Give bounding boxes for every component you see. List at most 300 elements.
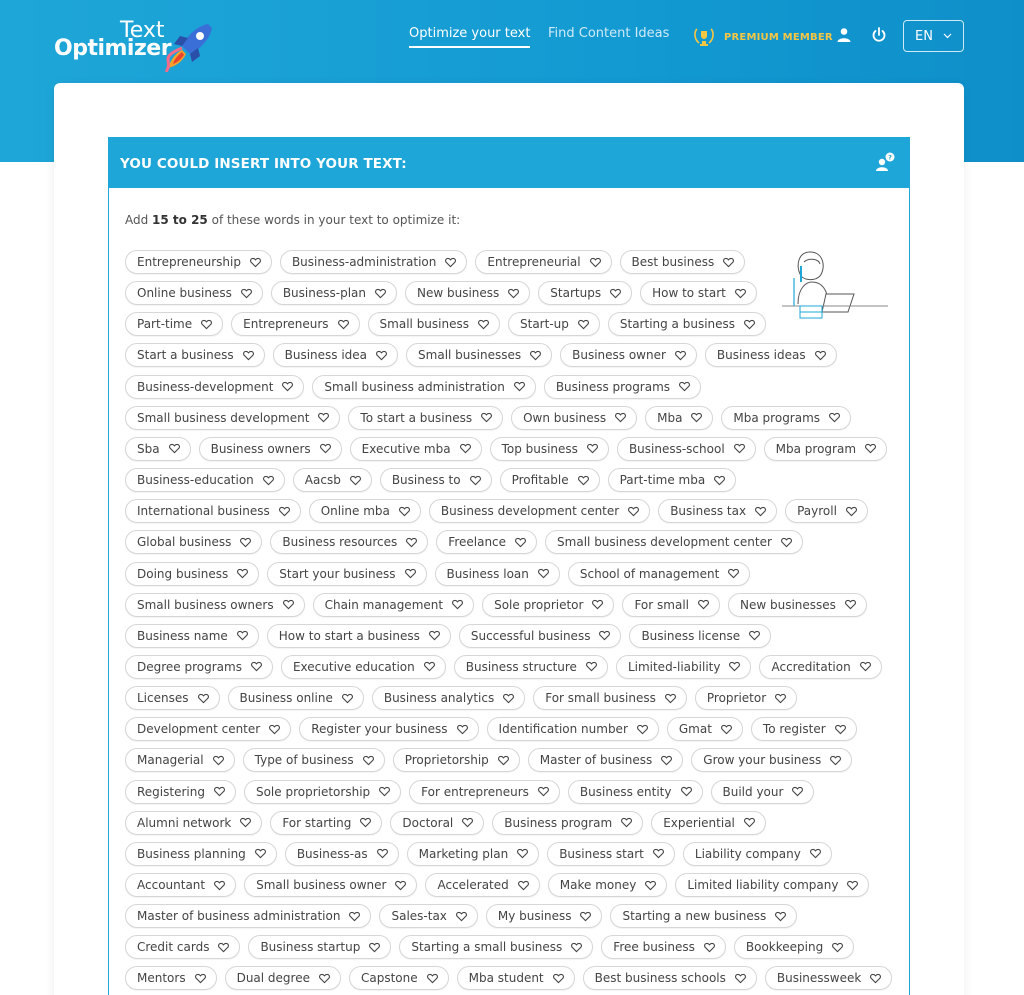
- keyword-tag[interactable]: [683, 842, 832, 866]
- keyword-tag[interactable]: [267, 562, 426, 586]
- heart-icon[interactable]: [599, 630, 610, 641]
- keyword-tag[interactable]: [601, 935, 726, 959]
- keyword-tag[interactable]: [695, 686, 797, 710]
- keyword-tag-label: Accreditation: [771, 659, 851, 674]
- keyword-tag-label: Bookkeeping: [745, 940, 824, 955]
- heart-icon[interactable]: [481, 412, 492, 423]
- keyword-tag[interactable]: [620, 250, 746, 274]
- keyword-tag[interactable]: [243, 748, 385, 772]
- heart-icon[interactable]: [282, 381, 293, 392]
- heart-icon[interactable]: [592, 599, 603, 610]
- keyword-tag-label: Master of business: [539, 753, 653, 768]
- keyword-tag[interactable]: [125, 499, 301, 523]
- keyword-tag-label: Mba: [657, 410, 683, 425]
- premium-member-badge[interactable]: [692, 26, 833, 48]
- heart-icon[interactable]: [830, 755, 841, 766]
- keyword-tag[interactable]: [759, 655, 881, 679]
- keyword-tag-label: Licenses: [137, 691, 189, 706]
- keyword-tag-label: Part-time mba: [619, 473, 706, 488]
- keyword-tag[interactable]: [293, 468, 372, 492]
- heart-icon[interactable]: [587, 443, 598, 454]
- keyword-tag[interactable]: [372, 686, 525, 710]
- heart-icon[interactable]: [342, 693, 353, 704]
- keyword-tag[interactable]: [500, 468, 600, 492]
- keyword-tag[interactable]: [125, 312, 223, 336]
- keyword-tag-label: Small business administration: [324, 379, 505, 394]
- heart-icon[interactable]: [218, 942, 229, 953]
- keyword-tag-label: Marketing plan: [418, 846, 509, 861]
- keyword-tag[interactable]: [380, 468, 492, 492]
- heart-icon[interactable]: [653, 848, 664, 859]
- heart-icon[interactable]: [320, 443, 331, 454]
- heart-icon[interactable]: [665, 693, 676, 704]
- keyword-tag-label: For small business: [545, 691, 656, 706]
- keyword-tag[interactable]: [125, 281, 263, 305]
- heart-icon[interactable]: [675, 350, 686, 361]
- keyword-tag[interactable]: [125, 686, 220, 710]
- keyword-tag-label: Best business schools: [594, 971, 726, 986]
- keyword-tag[interactable]: [538, 281, 632, 305]
- keyword-tag[interactable]: [508, 312, 600, 336]
- heart-icon[interactable]: [530, 350, 541, 361]
- keyword-tag-label: Doing business: [137, 566, 229, 581]
- tag-row: [125, 343, 837, 367]
- keyword-tag-label: Credit cards: [137, 940, 210, 955]
- heart-icon[interactable]: [406, 537, 417, 548]
- keyword-tag[interactable]: [764, 437, 887, 461]
- keyword-tag[interactable]: [225, 966, 341, 990]
- keyword-tag[interactable]: [459, 624, 622, 648]
- heart-icon[interactable]: [518, 880, 529, 891]
- logo-text-line1: Text: [120, 18, 165, 43]
- tag-row: [125, 966, 892, 990]
- heart-icon[interactable]: [860, 661, 871, 672]
- keyword-tag-label: Starting a small business: [411, 940, 563, 955]
- keyword-tag[interactable]: [270, 811, 382, 835]
- keyword-tag[interactable]: [125, 530, 262, 554]
- keyword-tag-label: Mentors: [137, 971, 186, 986]
- heart-icon[interactable]: [470, 475, 481, 486]
- keyword-tag[interactable]: [125, 406, 340, 430]
- keyword-tag[interactable]: [728, 593, 867, 617]
- heart-icon[interactable]: [637, 724, 648, 735]
- keyword-tag-label: Business programs: [555, 379, 671, 394]
- keyword-tag-label: Free business: [613, 940, 695, 955]
- keyword-tag[interactable]: [125, 811, 262, 835]
- keyword-tag[interactable]: [486, 904, 603, 928]
- keyword-tag[interactable]: [608, 468, 737, 492]
- keyword-tag[interactable]: [711, 780, 815, 804]
- keyword-tag-label: Entrepreneurship: [137, 255, 241, 269]
- heart-icon[interactable]: [578, 319, 589, 330]
- keyword-tag[interactable]: [199, 437, 342, 461]
- heart-icon[interactable]: [198, 693, 209, 704]
- keyword-tag[interactable]: [511, 406, 637, 430]
- heart-icon[interactable]: [195, 973, 206, 984]
- trophy-icon: [692, 26, 716, 48]
- user-help-icon[interactable]: [874, 151, 896, 173]
- keyword-tag[interactable]: [312, 375, 535, 399]
- heart-icon[interactable]: [508, 288, 519, 299]
- heart-icon[interactable]: [832, 942, 843, 953]
- keyword-tag[interactable]: [125, 904, 371, 928]
- keyword-tag[interactable]: [734, 935, 854, 959]
- keyword-tag[interactable]: [640, 281, 757, 305]
- keyword-tag[interactable]: [608, 312, 766, 336]
- heart-icon[interactable]: [514, 381, 525, 392]
- heart-icon[interactable]: [645, 880, 656, 891]
- keyword-tag-label: Businessweek: [776, 971, 862, 986]
- keyword-tag[interactable]: [125, 468, 285, 492]
- heart-icon[interactable]: [369, 942, 380, 953]
- heart-icon[interactable]: [429, 630, 440, 641]
- keyword-tag-label: Alumni network: [137, 815, 232, 830]
- heart-icon[interactable]: [349, 911, 360, 922]
- keyword-tag-label: To start a business: [360, 410, 473, 425]
- heart-icon[interactable]: [350, 475, 361, 486]
- chevron-down-icon: [943, 33, 952, 39]
- keyword-tag[interactable]: [350, 437, 482, 461]
- heart-icon[interactable]: [691, 412, 702, 423]
- keyword-tag[interactable]: [629, 624, 771, 648]
- keyword-tag[interactable]: [547, 842, 675, 866]
- heart-icon[interactable]: [237, 568, 248, 579]
- keyword-tag-label: Business-plan: [282, 286, 366, 301]
- keyword-tag[interactable]: [125, 624, 259, 648]
- heart-icon[interactable]: [427, 973, 438, 984]
- heart-icon[interactable]: [363, 755, 374, 766]
- heart-icon[interactable]: [445, 257, 456, 268]
- heart-icon[interactable]: [360, 817, 371, 828]
- keyword-tag-label: Development center: [137, 722, 261, 737]
- keyword-tag[interactable]: [705, 343, 837, 367]
- heart-icon[interactable]: [847, 880, 858, 891]
- keyword-tag-label: Small business: [379, 317, 469, 332]
- keyword-tag[interactable]: [271, 281, 397, 305]
- keyword-tag[interactable]: [244, 780, 401, 804]
- keyword-tag[interactable]: [691, 748, 852, 772]
- heart-icon[interactable]: [240, 537, 251, 548]
- keyword-tag[interactable]: [482, 593, 614, 617]
- keyword-tag-label: Profitable: [511, 473, 569, 488]
- heart-icon[interactable]: [515, 537, 526, 548]
- keyword-tag[interactable]: [454, 655, 608, 679]
- keyword-tag[interactable]: [658, 499, 777, 523]
- keyword-tag[interactable]: [560, 343, 697, 367]
- heart-icon[interactable]: [865, 443, 876, 454]
- keyword-tag[interactable]: [457, 966, 575, 990]
- keyword-tag[interactable]: [568, 562, 750, 586]
- heart-icon[interactable]: [661, 755, 672, 766]
- heart-icon[interactable]: [728, 568, 739, 579]
- keyword-tag[interactable]: [393, 748, 520, 772]
- keyword-tag[interactable]: [281, 655, 446, 679]
- keyword-tag[interactable]: [349, 966, 449, 990]
- heart-icon[interactable]: [615, 412, 626, 423]
- heart-icon[interactable]: [744, 817, 755, 828]
- rocket-icon: [164, 20, 216, 72]
- heart-icon[interactable]: [698, 599, 709, 610]
- keyword-tag[interactable]: [125, 655, 273, 679]
- heart-icon[interactable]: [379, 786, 390, 797]
- keyword-tag[interactable]: [309, 499, 421, 523]
- keyword-tag-label: Accelerated: [437, 878, 509, 892]
- keyword-tag[interactable]: [785, 499, 868, 523]
- heart-icon[interactable]: [735, 973, 746, 984]
- heart-icon[interactable]: [810, 848, 821, 859]
- language-select[interactable]: [903, 20, 964, 52]
- heart-icon[interactable]: [681, 786, 692, 797]
- keyword-tag[interactable]: [125, 437, 191, 461]
- keyword-tag-label: To register: [762, 722, 826, 737]
- keyword-tag[interactable]: [379, 904, 477, 928]
- keyword-tag[interactable]: [267, 624, 451, 648]
- heart-icon[interactable]: [318, 412, 329, 423]
- heart-icon[interactable]: [815, 350, 826, 361]
- keyword-tag[interactable]: [616, 655, 752, 679]
- heart-icon[interactable]: [586, 661, 597, 672]
- keyword-tag[interactable]: [475, 250, 611, 274]
- heart-icon[interactable]: [251, 661, 262, 672]
- tag-row: [125, 250, 745, 274]
- heart-icon[interactable]: [478, 319, 489, 330]
- keyword-tag[interactable]: [675, 873, 869, 897]
- heart-icon[interactable]: [243, 350, 254, 361]
- heart-icon[interactable]: [749, 630, 760, 641]
- heart-icon[interactable]: [744, 319, 755, 330]
- keyword-tag[interactable]: [425, 873, 539, 897]
- heart-icon[interactable]: [714, 475, 725, 486]
- keyword-tag[interactable]: [280, 250, 467, 274]
- keyword-tag[interactable]: [436, 530, 537, 554]
- heart-icon[interactable]: [399, 506, 410, 517]
- keyword-tag[interactable]: [125, 250, 272, 274]
- keyword-tag[interactable]: [610, 904, 797, 928]
- keyword-tag[interactable]: [125, 966, 217, 990]
- keyword-tag[interactable]: [492, 811, 643, 835]
- keyword-tag[interactable]: [528, 748, 683, 772]
- tag-row: [125, 780, 814, 804]
- heart-icon[interactable]: [213, 755, 224, 766]
- keyword-tag[interactable]: [583, 966, 757, 990]
- keyword-tag-label: Business owner: [572, 348, 666, 363]
- nav-find-content-ideas[interactable]: Find Content Ideas: [548, 26, 670, 41]
- heart-icon[interactable]: [781, 537, 792, 548]
- logo[interactable]: [54, 18, 224, 74]
- heart-icon[interactable]: [214, 786, 225, 797]
- tag-row: [125, 748, 852, 772]
- heart-icon[interactable]: [240, 817, 251, 828]
- heart-icon[interactable]: [377, 848, 388, 859]
- heart-icon[interactable]: [571, 942, 582, 953]
- heart-icon[interactable]: [845, 599, 856, 610]
- keyword-tag[interactable]: [407, 842, 540, 866]
- keyword-tag[interactable]: [390, 811, 484, 835]
- keyword-tag[interactable]: [248, 935, 391, 959]
- heart-icon[interactable]: [870, 973, 881, 984]
- keyword-tag[interactable]: [125, 935, 240, 959]
- heart-icon[interactable]: [538, 786, 549, 797]
- keyword-tag[interactable]: [231, 312, 359, 336]
- heart-icon[interactable]: [376, 350, 387, 361]
- keyword-tag[interactable]: [125, 842, 277, 866]
- user-icon[interactable]: [835, 26, 853, 44]
- nav-optimize-text[interactable]: Optimize your text: [409, 26, 530, 48]
- instr-prefix: Add: [125, 213, 153, 227]
- heart-icon[interactable]: [775, 693, 786, 704]
- keyword-tag[interactable]: [545, 530, 803, 554]
- heart-icon[interactable]: [269, 724, 280, 735]
- keyword-tag[interactable]: [125, 748, 235, 772]
- heart-icon[interactable]: [405, 568, 416, 579]
- keyword-tag-label: Managerial: [137, 753, 204, 768]
- keyword-tag[interactable]: [622, 593, 720, 617]
- keyword-tag[interactable]: [405, 281, 530, 305]
- keyword-tag[interactable]: [651, 811, 766, 835]
- keyword-tag-label: Start a business: [137, 348, 234, 363]
- tag-row: [125, 655, 882, 679]
- keyword-tag-label: Business-as: [296, 846, 368, 861]
- heart-icon[interactable]: [704, 942, 715, 953]
- heart-icon[interactable]: [553, 973, 564, 984]
- keyword-tag-label: Accountant: [137, 878, 206, 892]
- heart-icon[interactable]: [319, 973, 330, 984]
- heart-icon[interactable]: [610, 288, 621, 299]
- keyword-tag-label: Payroll: [797, 504, 837, 519]
- heart-icon[interactable]: [755, 506, 766, 517]
- heart-icon[interactable]: [263, 475, 274, 486]
- heart-icon[interactable]: [734, 443, 745, 454]
- keyword-tag[interactable]: [273, 343, 398, 367]
- keyword-tag[interactable]: [568, 780, 703, 804]
- heart-icon[interactable]: [241, 288, 252, 299]
- keyword-tag-label: How to start: [652, 286, 726, 301]
- heart-icon[interactable]: [456, 911, 467, 922]
- heart-icon[interactable]: [580, 911, 591, 922]
- keyword-tag[interactable]: [429, 499, 650, 523]
- keyword-tag[interactable]: [399, 935, 593, 959]
- keyword-tag-label: Sole proprietorship: [255, 784, 371, 799]
- keyword-tag[interactable]: [435, 562, 560, 586]
- keyword-tag-label: Business start: [559, 846, 644, 861]
- keyword-tag[interactable]: [125, 780, 236, 804]
- heart-icon[interactable]: [829, 412, 840, 423]
- keyword-tag[interactable]: [645, 406, 713, 430]
- heart-icon[interactable]: [621, 817, 632, 828]
- heart-icon[interactable]: [590, 257, 601, 268]
- keyword-tag[interactable]: [765, 966, 892, 990]
- keyword-tag-label: Sba: [137, 441, 160, 456]
- heart-icon[interactable]: [503, 693, 514, 704]
- heart-icon[interactable]: [679, 381, 690, 392]
- keyword-tag-label: Business development center: [440, 504, 620, 519]
- keyword-tag[interactable]: [368, 312, 500, 336]
- keyword-tag-label: Mba program: [775, 441, 857, 456]
- keyword-tag[interactable]: [544, 375, 701, 399]
- heart-icon[interactable]: [835, 724, 846, 735]
- heart-icon[interactable]: [775, 911, 786, 922]
- heart-icon[interactable]: [538, 568, 549, 579]
- heart-icon[interactable]: [578, 475, 589, 486]
- heart-icon[interactable]: [498, 755, 509, 766]
- keyword-tag[interactable]: [125, 375, 304, 399]
- heart-icon[interactable]: [723, 257, 734, 268]
- keyword-tag-label: Successful business: [470, 628, 591, 643]
- keyword-tag[interactable]: [125, 593, 305, 617]
- keyword-tag[interactable]: [125, 717, 291, 741]
- keyword-tag[interactable]: [125, 343, 265, 367]
- power-icon[interactable]: [870, 26, 888, 44]
- keyword-tag[interactable]: [409, 780, 560, 804]
- keyword-tag-label: Business resources: [282, 535, 398, 550]
- keyword-tag[interactable]: [125, 562, 259, 586]
- keyword-tag-label: Small business owners: [137, 597, 274, 612]
- tag-row: [125, 562, 750, 586]
- keyword-tag[interactable]: [299, 717, 478, 741]
- keyword-tag[interactable]: [548, 873, 668, 897]
- keyword-tag[interactable]: [125, 873, 236, 897]
- keyword-tag[interactable]: [406, 343, 552, 367]
- heart-icon[interactable]: [338, 319, 349, 330]
- heart-icon[interactable]: [237, 630, 248, 641]
- heart-icon[interactable]: [395, 880, 406, 891]
- keyword-tag-label: Mba programs: [733, 410, 821, 425]
- keyword-tag-label: Online business: [137, 286, 232, 301]
- heart-icon[interactable]: [452, 599, 463, 610]
- panel-header: [108, 137, 910, 188]
- heart-icon[interactable]: [169, 443, 180, 454]
- heart-icon[interactable]: [375, 288, 386, 299]
- heart-icon[interactable]: [729, 661, 740, 672]
- keyword-tag[interactable]: [285, 842, 399, 866]
- heart-icon[interactable]: [201, 319, 212, 330]
- keyword-tag-label: Grow your business: [703, 753, 822, 768]
- heart-icon[interactable]: [250, 257, 261, 268]
- keyword-tag[interactable]: [751, 717, 857, 741]
- keyword-tag[interactable]: [313, 593, 474, 617]
- heart-icon[interactable]: [735, 288, 746, 299]
- keyword-tag[interactable]: [533, 686, 687, 710]
- instr-range: 15 to 25: [152, 213, 208, 227]
- heart-icon[interactable]: [628, 506, 639, 517]
- tag-row: [125, 530, 803, 554]
- heart-icon[interactable]: [792, 786, 803, 797]
- keyword-tag-label: Business-education: [137, 473, 254, 488]
- heart-icon[interactable]: [517, 848, 528, 859]
- heart-icon[interactable]: [279, 506, 290, 517]
- keyword-tag[interactable]: [244, 873, 417, 897]
- heart-icon[interactable]: [255, 848, 266, 859]
- heart-icon[interactable]: [721, 724, 732, 735]
- keyword-tag[interactable]: [228, 686, 364, 710]
- keyword-tag[interactable]: [490, 437, 609, 461]
- keyword-tag-label: Experiential: [663, 815, 735, 830]
- heart-icon[interactable]: [283, 599, 294, 610]
- heart-icon[interactable]: [457, 724, 468, 735]
- keyword-tag[interactable]: [270, 530, 428, 554]
- keyword-tag[interactable]: [487, 717, 659, 741]
- keyword-tag[interactable]: [348, 406, 503, 430]
- keyword-tag-label: Business loan: [446, 566, 529, 581]
- keyword-tag[interactable]: [667, 717, 743, 741]
- keyword-tag[interactable]: [721, 406, 851, 430]
- keyword-tag[interactable]: [617, 437, 756, 461]
- heart-icon[interactable]: [460, 443, 471, 454]
- heart-icon[interactable]: [424, 661, 435, 672]
- heart-icon[interactable]: [846, 506, 857, 517]
- heart-icon[interactable]: [214, 880, 225, 891]
- heart-icon[interactable]: [462, 817, 473, 828]
